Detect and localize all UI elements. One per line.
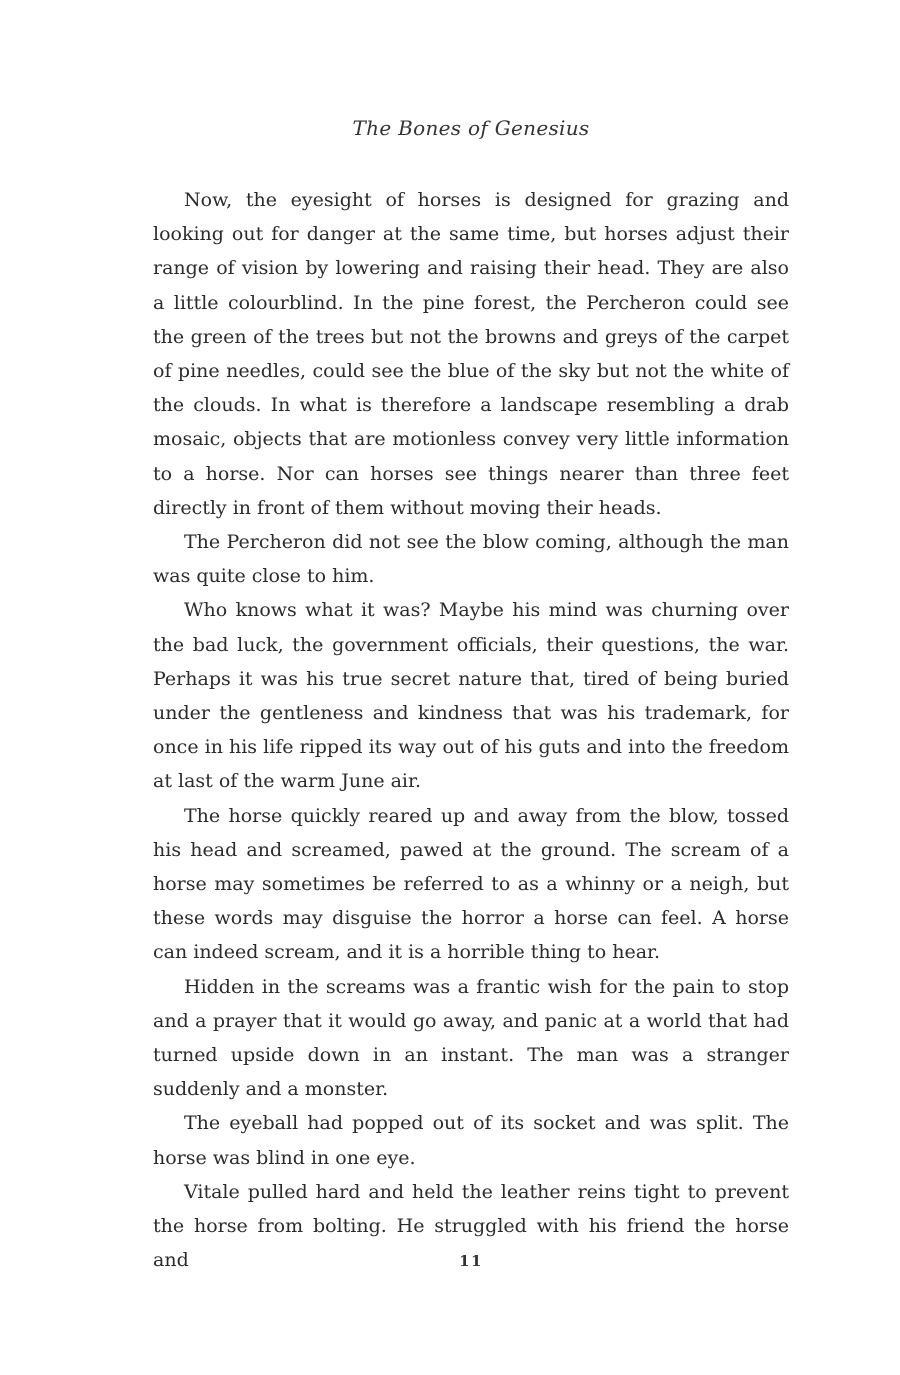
paragraph: Vitale pulled hard and held the leather reins tight to prevent the horse from bolting. He struggled with his friend the horse and (153, 1180, 789, 1272)
paragraph: The horse quickly reared up and away from the blow, tossed his head and screamed, pawed at the ground. The scream of a horse may sometimes be referred to as a whinny or a neigh, but these words may disguise the horror a horse can feel. A horse can indeed scream, and it is a horrible thing to hear. (153, 804, 789, 964)
paragraph: Now, the eyesight of horses is designed for grazing and looking out for danger at the same time, but horses adjust their range of vision by lowering and raising their head. They are also a little colourblind. In the pine forest, the Percheron could see the green of the trees but not the browns and greys of the carpet of pine needles, could see the blue of the sky but not the white of the clouds. In what is therefore a landscape resembling a drab mosaic, objects that are motionless convey very little information to a horse. Nor can horses see things nearer than three feet directly in front of them without moving their heads. (153, 189, 789, 519)
paragraph: The eyeball had popped out of its socket and was split. The horse was blind in one eye. (153, 1112, 789, 1169)
paragraph: Who knows what it was? Maybe his mind was churning over the bad luck, the government officials, their questions, the war. Perhaps it was his true secret nature that, tired of being buried under the gentleness and kindness that was his trademark, for once in his life ripped its way out of his guts and into the freedom at last of the warm June air. (153, 599, 789, 793)
page-number: 11 (459, 1252, 483, 1270)
body-text (153, 183, 789, 1278)
running-head: The Bones of Genesius (352, 116, 590, 140)
paragraph: Hidden in the screams was a frantic wish for the pain to stop and a prayer that it would go away, and panic at a world that had turned upside down in an instant. The man was a stranger suddenly and a monster. (153, 975, 789, 1101)
paragraph: The Percheron did not see the blow coming, although the man was quite close to him. (153, 531, 789, 588)
